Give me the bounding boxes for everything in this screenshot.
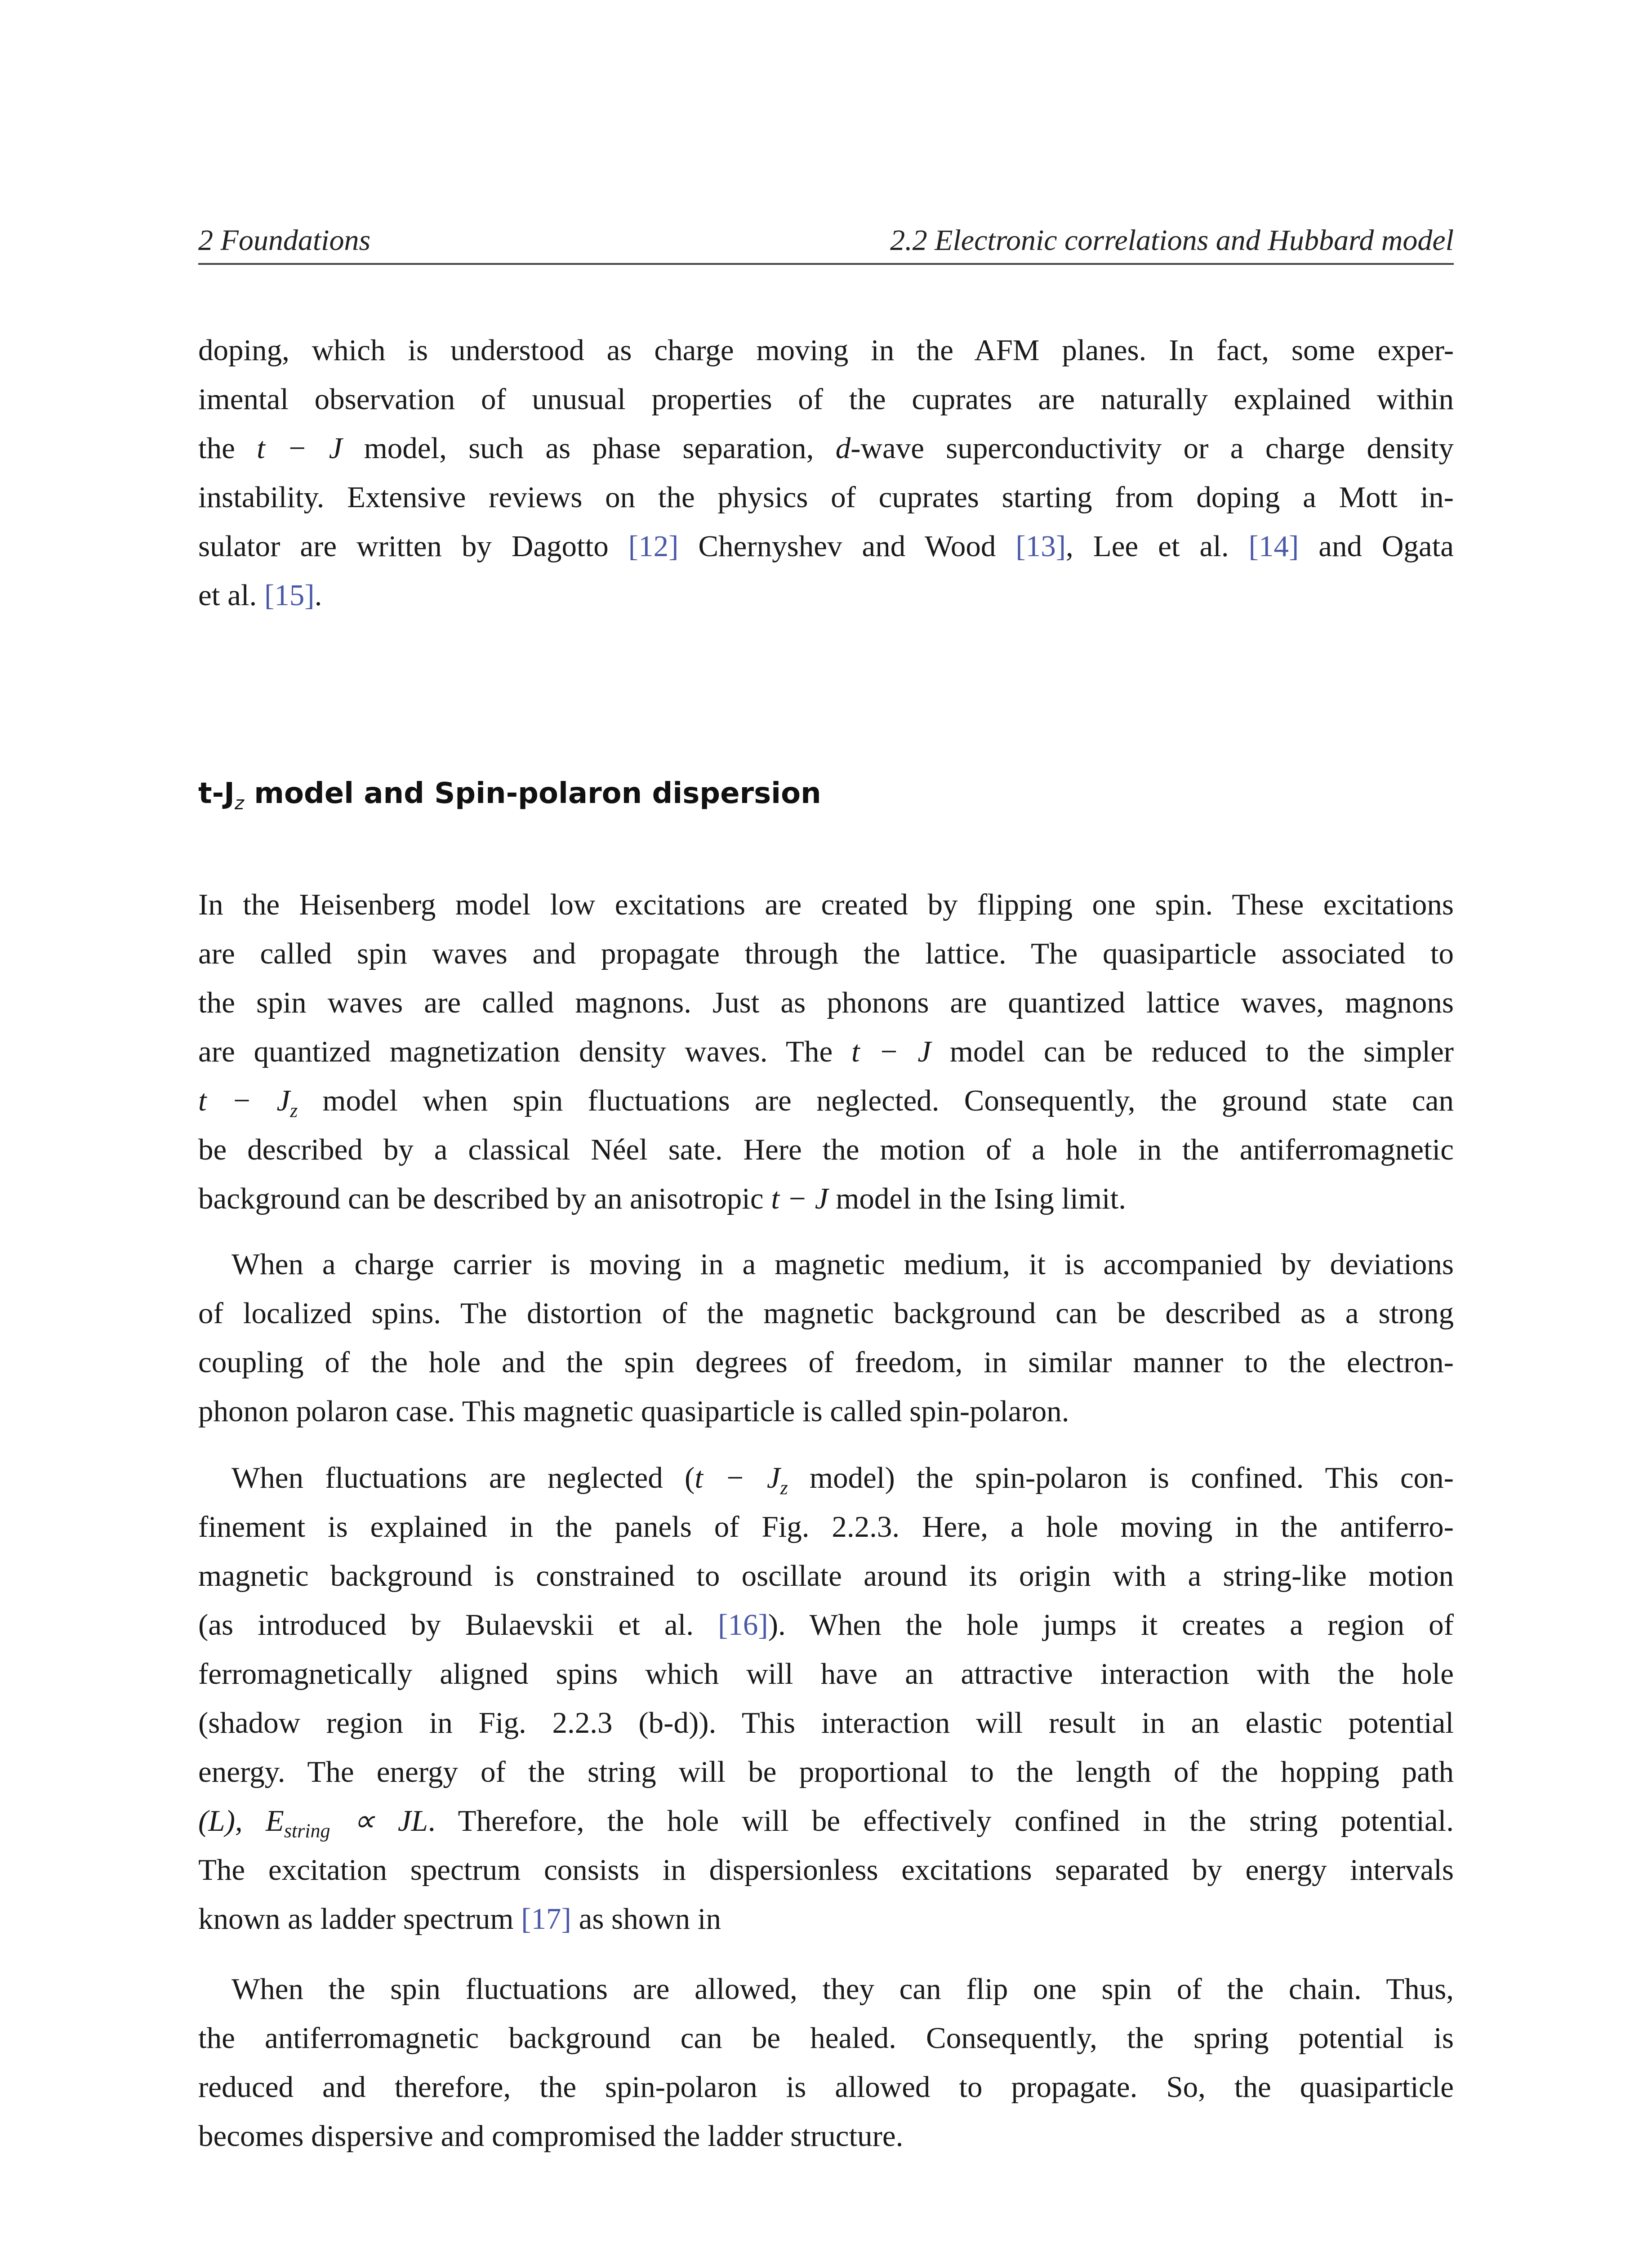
header-section: 2.2 Electronic correlations and Hubbard model (890, 224, 1454, 257)
text-line: doping, which is understood as charge moving in the AFM planes. In fact, some exper- (198, 334, 1454, 367)
header-chapter: 2 Foundations (198, 224, 371, 257)
text-line: sulator are written by Dagotto [12] Chernyshev and Wood [13], Lee et al. [14] and Ogata (198, 530, 1454, 563)
text-line: $t - J_z$ model when spin fluctuations are neglected. Consequently, the ground state can (198, 1084, 1454, 1122)
text-line: When a charge carrier is moving in a magnetic medium, it is accompanied by deviations (232, 1248, 1454, 1281)
text-line: (L), $E_{string}$ ∝ JL. Therefore, the hole will be effectively confined in the string potential. (198, 1804, 1454, 1842)
text-line: phonon polaron case. This magnetic quasiparticle is called spin-polaron. (198, 1395, 1069, 1428)
citation-link[interactable]: [12] (628, 530, 679, 563)
text-line: reduced and therefore, the spin-polaron is allowed to propagate. So, the quasiparticle (198, 2070, 1454, 2104)
text-line: In the Heisenberg model low excitations are created by flipping one spin. These excitations (198, 888, 1454, 921)
paragraph-intro (198, 326, 1454, 620)
text-line: finement is explained in the panels of Fig. 2.2.3. Here, a hole moving in the antiferro- (198, 1510, 1454, 1543)
text-line: are quantized magnetization density waves. The t − J model can be reduced to the simpler (198, 1035, 1454, 1068)
text-line: becomes dispersive and compromised the ladder structure. (198, 2119, 904, 2153)
citation-link[interactable]: [16] (718, 1608, 768, 1641)
text-line: instability. Extensive reviews on the physics of cuprates starting from doping a Mott in- (198, 481, 1454, 514)
citation-link[interactable]: [15] (264, 579, 315, 612)
text-line: the t − J model, such as phase separation, d-wave superconductivity or a charge density (198, 432, 1454, 465)
text-line: magnetic background is constrained to oscillate around its origin with a string-like motion (198, 1559, 1454, 1592)
section-heading: $t-J_z$ model and Spin-polaron dispersion (198, 777, 821, 814)
citation-link[interactable]: [14] (1248, 530, 1299, 563)
text-line: are called spin waves and propagate through the lattice. The quasiparticle associated to (198, 937, 1454, 970)
text-line: The excitation spectrum consists in dispersionless excitations separated by energy intervals (198, 1853, 1454, 1887)
citation-link[interactable]: [13] (1015, 530, 1066, 563)
text-line: imental observation of unusual properties of the cuprates are naturally explained within (198, 383, 1454, 416)
text-line: (as introduced by Bulaevskii et al. [16]). When the hole jumps it creates a region of (198, 1608, 1454, 1641)
text-line: ferromagnetically aligned spins which will have an attractive interaction with the hole (198, 1657, 1454, 1690)
text-line: the spin waves are called magnons. Just as phonons are quantized lattice waves, magnons (198, 986, 1454, 1019)
text-line: known as ladder spectrum [17] as shown in (198, 1902, 721, 1936)
text-line: When fluctuations are neglected ($t - J_z$ model) the spin-polaron is confined. This con- (232, 1461, 1454, 1499)
paragraph-charge-carrier (198, 1240, 1454, 1436)
text-line: be described by a classical Néel sate. Here the motion of a hole in the antiferromagnetic (198, 1133, 1454, 1166)
text-line: of localized spins. The distortion of the magnetic background can be described as a strong (198, 1297, 1454, 1330)
text-line: (shadow region in Fig. 2.2.3 (b-d)). This interaction will result in an elastic potential (198, 1706, 1454, 1740)
text-line: coupling of the hole and the spin degrees of freedom, in similar manner to the electron- (198, 1346, 1454, 1379)
text-line: et al. [15]. (198, 579, 322, 612)
paragraph-spin-fluctuations (198, 1965, 1454, 2161)
paragraph-heisenberg (198, 880, 1454, 1223)
text-line: background can be described by an anisotropic t − J model in the Ising limit. (198, 1182, 1127, 1215)
paragraph-confinement (198, 1454, 1454, 1944)
text-line: the antiferromagnetic background can be healed. Consequently, the spring potential is (198, 2021, 1454, 2055)
citation-link[interactable]: [17] (521, 1902, 571, 1936)
text-line: energy. The energy of the string will be proportional to the length of the hopping path (198, 1755, 1454, 1789)
text-line: When the spin fluctuations are allowed, they can flip one spin of the chain. Thus, (232, 1972, 1454, 2006)
running-header (198, 220, 1454, 265)
